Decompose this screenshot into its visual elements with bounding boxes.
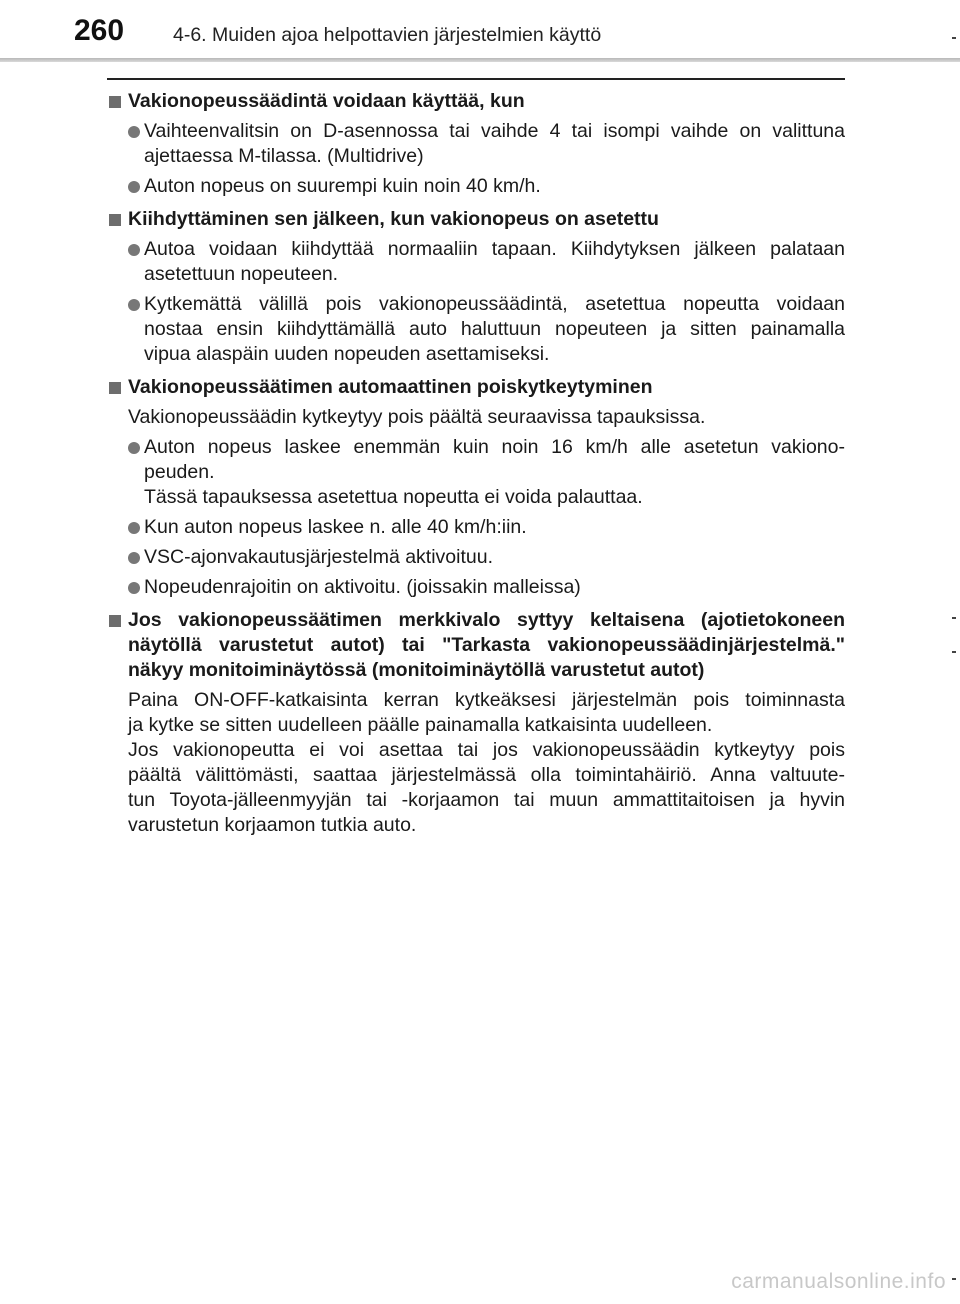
bullet-item [107,515,845,540]
text-line: Paina ON-OFF-katkaisinta kerran kytkeäksesi järjestelmän pois toiminnasta [128,689,845,711]
text-line: nostaa ensin kiihdyttämällä auto haluttuun nopeuteen ja sitten painamalla [144,318,845,340]
text-line: varustetun korjaamon tutkia auto. [128,814,417,836]
page-number: 260 [74,14,125,47]
text-line: Auton nopeus laskee enemmän kuin noin 16 km/h alle asetetun vakiono- [144,436,845,458]
square-bullet-icon [109,615,121,627]
bullet-item [107,119,845,169]
section-heading-line: näkyy monitoiminäytössä (monitoiminäytöllä varustetut autot) [128,659,705,681]
section-heading [107,207,845,232]
text-line: Tässä tapauksessa asetettua nopeutta ei voida palauttaa. [144,486,643,508]
text-line: ja kytke se sitten uudelleen päälle painamalla katkaisinta uudelleen. [128,714,713,736]
crop-mark [952,1278,956,1280]
text-line: Auton nopeus on suurempi kuin noin 40 km/h. [144,175,541,197]
square-bullet-icon [109,214,121,226]
circle-bullet-icon [128,522,140,534]
section-heading-line: Vakionopeussäätimen automaattinen poiskytkeytyminen [128,376,653,398]
section-heading [107,89,845,114]
circle-bullet-icon [128,552,140,564]
bullet-item [107,292,845,367]
square-bullet-icon [109,96,121,108]
section-heading [107,375,845,400]
bullet-item [107,545,845,570]
document-body [107,89,845,838]
section-heading-line: Vakionopeussäädintä voidaan käyttää, kun [128,90,525,112]
text-line: asetettuun nopeuteen. [144,263,339,285]
text-line: Kytkemättä välillä pois vakionopeussäädintä, asetettua nopeutta voidaan [144,293,845,315]
text-line: ajettaessa M-tilassa. (Multidrive) [144,145,424,167]
text-line: Vakionopeussäädin kytkeytyy pois päältä seuraavissa tapauksissa. [128,406,706,428]
text-line: vipua alaspäin uuden nopeuden asettamiseksi. [144,343,550,365]
section-heading-line: Kiihdyttäminen sen jälkeen, kun vakionopeus on asetettu [128,208,659,230]
circle-bullet-icon [128,582,140,594]
text-line: VSC-ajonvakautusjärjestelmä aktivoituu. [144,546,494,568]
paragraph [107,405,845,430]
header-divider [0,58,960,62]
circle-bullet-icon [128,244,140,256]
text-line: peuden. [144,461,215,483]
chapter-title: 4-6. Muiden ajoa helpottavien järjestelmien käyttö [173,24,602,46]
paragraph [107,688,845,838]
crop-mark [952,617,956,619]
circle-bullet-icon [128,181,140,193]
text-line: Nopeudenrajoitin on aktivoitu. (joissakin malleissa) [144,576,581,598]
crop-mark [952,651,956,653]
crop-mark [952,37,956,39]
bullet-item [107,237,845,287]
section-heading-line: Jos vakionopeussäätimen merkkivalo syttyy keltaisena (ajotietokoneen [128,609,845,631]
bullet-item [107,174,845,199]
text-line: Vaihteenvalitsin on D-asennossa tai vaihde 4 tai isompi vaihde on valittuna [144,120,845,142]
text-line: tun Toyota-jälleenmyyjän tai -korjaamon tai muun ammattitaitoisen ja hyvin [128,789,845,811]
bullet-item [107,435,845,510]
circle-bullet-icon [128,299,140,311]
watermark: carmanualsonline.info [731,1270,946,1293]
section-heading-line: näytöllä varustetut autot) tai "Tarkasta vakionopeussäädinjärjestelmä." [128,634,845,656]
content-divider [107,78,845,80]
page-header [0,0,960,62]
circle-bullet-icon [128,126,140,138]
text-line: Jos vakionopeutta ei voi asettaa tai jos vakionopeussäädin kytkeytyy pois [128,739,845,761]
text-line: Autoa voidaan kiihdyttää normaaliin tapaan. Kiihdytyksen jälkeen palataan [144,238,845,260]
text-line: päältä välittömästi, saattaa järjestelmässä olla toimintahäiriö. Anna valtuute- [128,764,845,786]
section-heading [107,608,845,683]
square-bullet-icon [109,382,121,394]
text-line: Kun auton nopeus laskee n. alle 40 km/h:iin. [144,516,527,538]
bullet-item [107,575,845,600]
circle-bullet-icon [128,442,140,454]
